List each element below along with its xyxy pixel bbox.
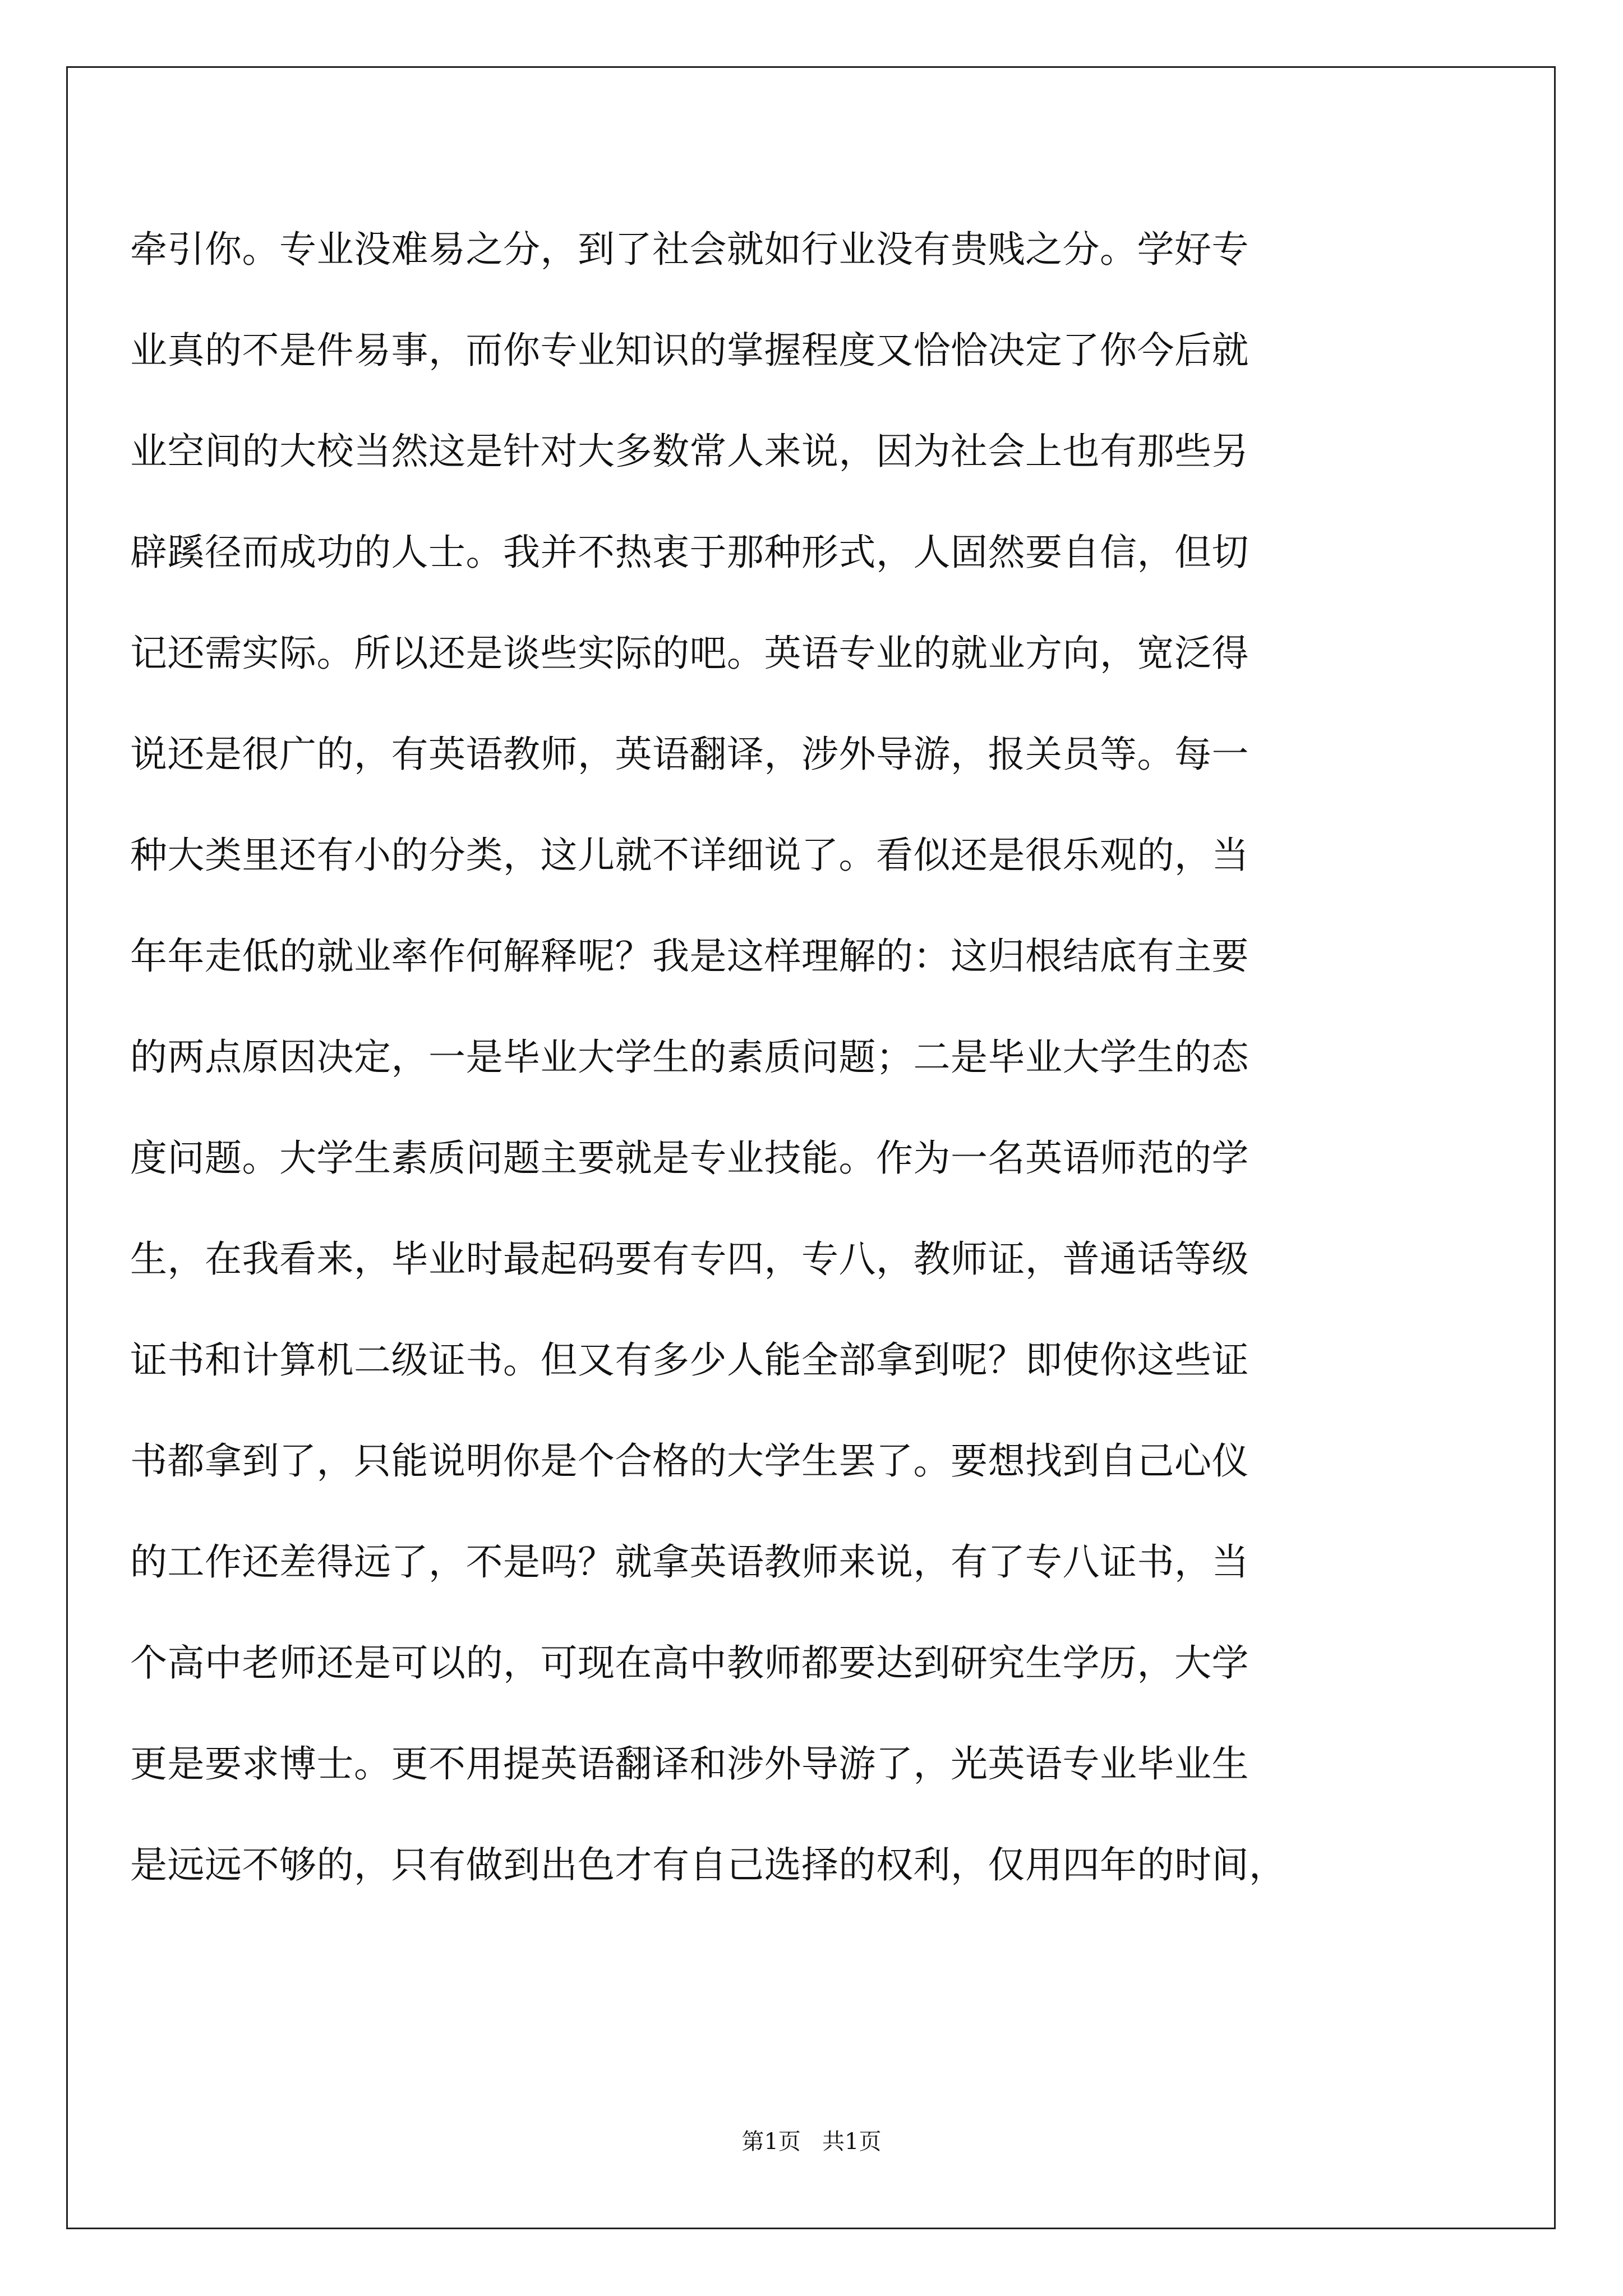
text-line: 书都拿到了，只能说明你是个合格的大学生罢了。要想找到自己心仪 [130,1439,1249,1483]
text-line: 更是要求博士。更不用提英语翻译和涉外导游了，光英语专业毕业生 [130,1742,1249,1786]
page-footer: 第1页 共1页 [741,2129,882,2155]
text-line: 证书和计算机二级证书。但又有多少人能全部拿到呢？即使你这些证 [130,1338,1249,1382]
text-line: 牵引你。专业没难易之分，到了社会就如行业没有贵贱之分。学好专 [130,228,1249,271]
text-line: 生，在我看来，毕业时最起码要有专四，专八，教师证，普通话等级 [130,1237,1249,1281]
text-line: 业空间的大校当然这是针对大多数常人来说，因为社会上也有那些另 [130,430,1249,473]
text-line: 业真的不是件易事，而你专业知识的掌握程度又恰恰决定了你今后就 [130,329,1249,372]
text-line: 辟蹊径而成功的人士。我并不热衷于那种形式，人固然要自信，但切 [130,531,1249,574]
document-body [130,199,1498,1916]
text-line: 度问题。大学生素质问题主要就是专业技能。作为一名英语师范的学 [130,1137,1249,1180]
text-line: 是远远不够的，只有做到出色才有自己选择的权利，仅用四年的时间， [130,1843,1287,1887]
text-line: 个高中老师还是可以的，可现在高中教师都要达到研究生学历，大学 [130,1641,1249,1685]
text-line: 的两点原因决定，一是毕业大学生的素质问题；二是毕业大学生的态 [130,1036,1249,1079]
text-line: 记还需实际。所以还是谈些实际的吧。英语专业的就业方向，宽泛得 [130,632,1249,675]
text-line: 说还是很广的，有英语教师，英语翻译，涉外导游，报关员等。每一 [130,733,1249,776]
text-line: 年年走低的就业率作何解释呢？我是这样理解的：这归根结底有主要 [130,935,1249,978]
text-line: 种大类里还有小的分类，这儿就不详细说了。看似还是很乐观的，当 [130,834,1249,877]
text-line: 的工作还差得远了，不是吗？就拿英语教师来说，有了专八证书，当 [130,1540,1249,1584]
